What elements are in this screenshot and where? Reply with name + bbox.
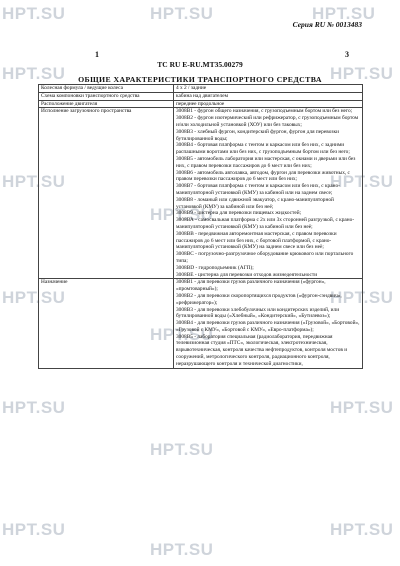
value-entry: 3008В4 - бортовая платформа с тентом и каркасом или без них, с задними распашными воротами или без них, с грузоподъемным бортом или без него;: [176, 142, 350, 156]
value-entry: 3008ВА - самосвальная платформа с 2х или 3х сторонней разгрузкой, с крано-манипуляторной установкой (КМУ) за кабиной или без неё;: [176, 217, 355, 230]
row-value: [174, 279, 363, 368]
watermark: HPT.SU: [150, 440, 214, 459]
page-number-left: 1: [95, 50, 99, 59]
table-row: [39, 92, 363, 100]
watermark: HPT.SU: [2, 4, 66, 23]
value-entry: 3008В3 - для перевозки хлебобулочных или кондитерских изделий, или бутилированной воды («Хлебный», «Кондитерский», «Бутилевоз»);: [176, 306, 340, 320]
watermark: HPT.SU: [312, 4, 376, 23]
row-value: [174, 100, 363, 108]
watermark: HPT.SU: [2, 520, 66, 539]
value-entry: 4 x 2 / задние: [176, 85, 207, 91]
table-row: [39, 108, 363, 279]
watermark: HPT.SU: [2, 64, 66, 83]
watermark: HPT.SU: [2, 172, 66, 191]
watermark: HPT.SU: [330, 64, 394, 83]
value-entry: 3008В6 - автомобиль автолавка, автодом, фургон для перевозки животных, с правом перевозки пассажиров до 6 мест или без них;: [176, 169, 350, 183]
value-entry: кабина над двигателем: [176, 92, 228, 99]
value-entry: 3008ВЕ - цистерна для перевозки отходов жизнедеятельности: [176, 271, 318, 278]
table-row: [39, 100, 363, 108]
document-id: ТС RU E-RU.MT35.00279: [157, 60, 243, 69]
row-label: Расположение двигателя: [39, 100, 174, 108]
section-title: ОБЩИЕ ХАРАКТЕРИСТИКИ ТРАНСПОРТНОГО СРЕДСТВА: [78, 75, 322, 84]
certificate-serial: Серия RU № 0013483: [292, 20, 362, 29]
value-entry: 3008ВС - погрузочно-разгрузочное оборудование крюкового или портального типа;: [176, 251, 354, 264]
row-value: [174, 85, 363, 93]
value-entry: 3008В5 - лаборатория специальная (радиолаборатория, передвижная телевизионная студия «ПТС», экологическая, электротехническая, взрывотехническая, контроля качества нефтепродуктов, контроля мостов и сооружений, метрологического контроля, радиационного контроля, неразрушающего контроля и технической диагностики,: [176, 333, 348, 367]
watermark: HPT.SU: [330, 172, 394, 191]
watermark: HPT.SU: [150, 205, 214, 224]
watermark: HPT.SU: [330, 520, 394, 539]
value-entry: 3008ВD - гидроподъемник (АГП);: [176, 264, 254, 271]
value-entry: 3008В1 - для перевозки грузов различного назначения («фургон», «промтоварный»);: [176, 279, 326, 293]
characteristics-table-body: [39, 85, 363, 369]
watermark: HPT.SU: [2, 288, 66, 307]
watermark: HPT.SU: [150, 540, 214, 559]
row-value: [174, 92, 363, 100]
page-number-right: 3: [345, 50, 349, 59]
value-entry: 3008В5 - автомобиль лаборатория или мастерская, с окнами и дверьми или без них, с правом перевозки пассажиров до 6 мест или без них;: [176, 155, 356, 169]
watermark: HPT.SU: [150, 325, 214, 344]
value-entry: 3008В7 - бортовая платформа с тентом и каркасом или без них, с крано-манипуляторной установкой (КМУ) за кабиной или на заднем свесе;: [176, 183, 340, 196]
watermark: HPT.SU: [2, 398, 66, 417]
watermark: HPT.SU: [330, 398, 394, 417]
row-label: Колесная формула / ведущие колеса: [39, 85, 174, 93]
row-value: [174, 108, 363, 279]
value-entry: 3008В2 - фургон изотермический или рефрижератор, с грузоподъемным бортом и/или холодильной установкой (ХОУ) или без таковых;: [176, 115, 359, 128]
value-entry: переднее продольное: [176, 100, 225, 107]
value-entry: 3008В2 - для перевозки скоропортящихся продуктов («фургон-сэндвич», «рефрижератор»);: [176, 292, 342, 306]
value-entry: 3008В8 - ломаный или сдвижной эвакуатор, с крано-манипуляторной установкой (КМУ) за кабиной или без неё;: [176, 196, 334, 210]
table-row: [39, 279, 363, 368]
row-label: Назначение: [39, 279, 174, 368]
watermark: HPT.SU: [330, 288, 394, 307]
value-entry: 3008В1 - фургон общего назначения, с грузоподъемным бортом или без него;: [176, 108, 353, 115]
value-entry: 3008В3 - хлебный фургон, кондитерский фургон, фургон для перевозки бутилированной воды;: [176, 128, 339, 142]
value-entry: 3008В4 - для перевозки грузов различного назначения («Грузовой», «Бортовой», «Грузовой с КМУ», «Бортовой с КМУ», «Евро-платформа»);: [176, 320, 360, 333]
characteristics-table: [38, 84, 363, 369]
watermark: HPT.SU: [150, 4, 214, 23]
row-label: Исполнение загрузочного пространства: [39, 108, 174, 279]
value-entry: 3008В9 - цистерна для перевозки пищевых жидкостей;: [176, 210, 302, 217]
value-entry: 3008ВВ - передвижная авторемонтная мастерская, с правом перевозки пассажиров до 6 мест или без них, с бортовой платформой, с крано-манипуляторной установкой (КМУ) на заднем свесе или без неё;: [176, 230, 337, 251]
row-label: Схема компоновки транспортного средства: [39, 92, 174, 100]
table-row: [39, 85, 363, 93]
